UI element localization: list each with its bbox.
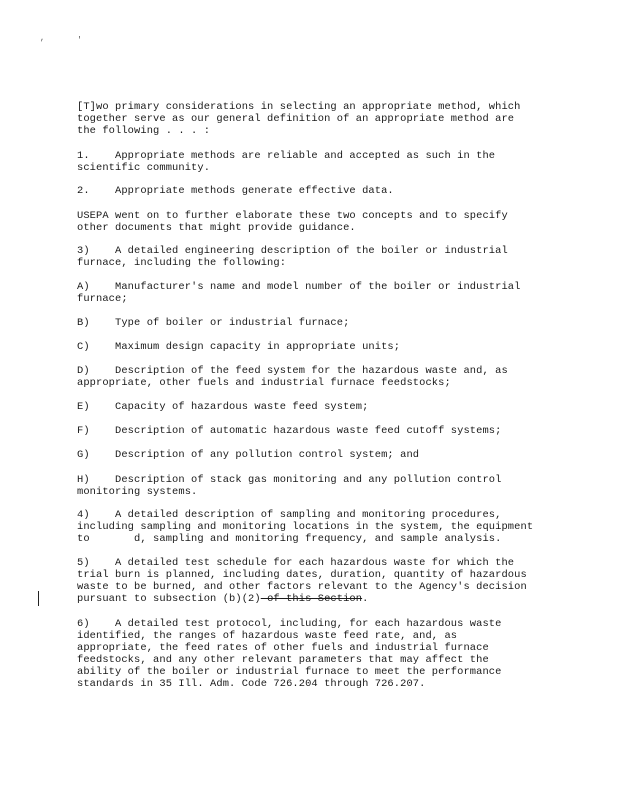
item-h-line: monitoring systems.	[77, 486, 198, 498]
item-6-line: appropriate, the feed rates of other fuels and industrial furnace	[77, 642, 489, 654]
scan-speck: '	[77, 36, 82, 45]
item-3-line: furnace, including the following:	[77, 257, 287, 269]
item-4-line: 4) A detailed description of sampling and monitoring procedures,	[77, 509, 502, 521]
struck-text: of this Section	[260, 593, 363, 605]
item-6-line: standards in 35 Ill. Adm. Code 726.204 through 726.207.	[77, 678, 426, 690]
item-3-line: 3) A detailed engineering description of the boiler or industrial	[77, 245, 508, 257]
item-4-line: to d, sampling and monitoring frequency, and sample analysis.	[77, 533, 502, 545]
item-5-text: pursuant to subsection (b)(2)	[77, 593, 261, 605]
item-4-line: including sampling and monitoring locations in the system, the equipment	[77, 521, 534, 533]
item-a-line: furnace;	[77, 293, 128, 305]
usepa-paragraph-line: other documents that might provide guidance.	[77, 222, 356, 234]
usepa-paragraph-line: USEPA went on to further elaborate these two concepts and to specify	[77, 210, 508, 222]
item-h-line: H) Description of stack gas monitoring and any pollution control	[77, 474, 502, 486]
item-6-line: identified, the ranges of hazardous waste feed rate, and, as	[77, 630, 458, 642]
item-g-line: G) Description of any pollution control system; and	[77, 449, 420, 461]
item-e-line: E) Capacity of hazardous waste feed system;	[77, 401, 369, 413]
item-d-line: D) Description of the feed system for the hazardous waste and, as	[77, 365, 508, 377]
item-5-line: trial burn is planned, including dates, duration, quantity of hazardous	[77, 569, 527, 581]
quote-line: [T]wo primary considerations in selecting an appropriate method, which	[77, 101, 521, 113]
item-1-line: scientific community.	[77, 162, 211, 174]
item-2-line: 2. Appropriate methods generate effective data.	[77, 185, 394, 197]
quote-line: the following . . . :	[77, 125, 211, 137]
item-1-line: 1. Appropriate methods are reliable and accepted as such in the	[77, 150, 496, 162]
item-f-line: F) Description of automatic hazardous waste feed cutoff systems;	[77, 425, 502, 437]
item-5-last-line	[77, 593, 368, 605]
item-b-line: B) Type of boiler or industrial furnace;	[77, 317, 350, 329]
item-d-line: appropriate, other fuels and industrial furnace feedstocks;	[77, 377, 451, 389]
item-a-line: A) Manufacturer's name and model number of the boiler or industrial	[77, 281, 521, 293]
item-5-line: 5) A detailed test schedule for each hazardous waste for which the	[77, 557, 515, 569]
revision-change-bar	[38, 591, 39, 606]
scan-speck: ,	[40, 34, 45, 43]
item-6-line: ability of the boiler or industrial furnace to meet the performance	[77, 666, 502, 678]
item-6-line: feedstocks, and any other relevant parameters that may affect the	[77, 654, 489, 666]
item-c-line: C) Maximum design capacity in appropriate units;	[77, 341, 401, 353]
item-6-line: 6) A detailed test protocol, including, for each hazardous waste	[77, 618, 502, 630]
quote-line: together serve as our general definition of an appropriate method are	[77, 113, 515, 125]
item-5-line: waste to be burned, and other factors relevant to the Agency's decision	[77, 581, 527, 593]
item-5-period: .	[362, 593, 369, 605]
